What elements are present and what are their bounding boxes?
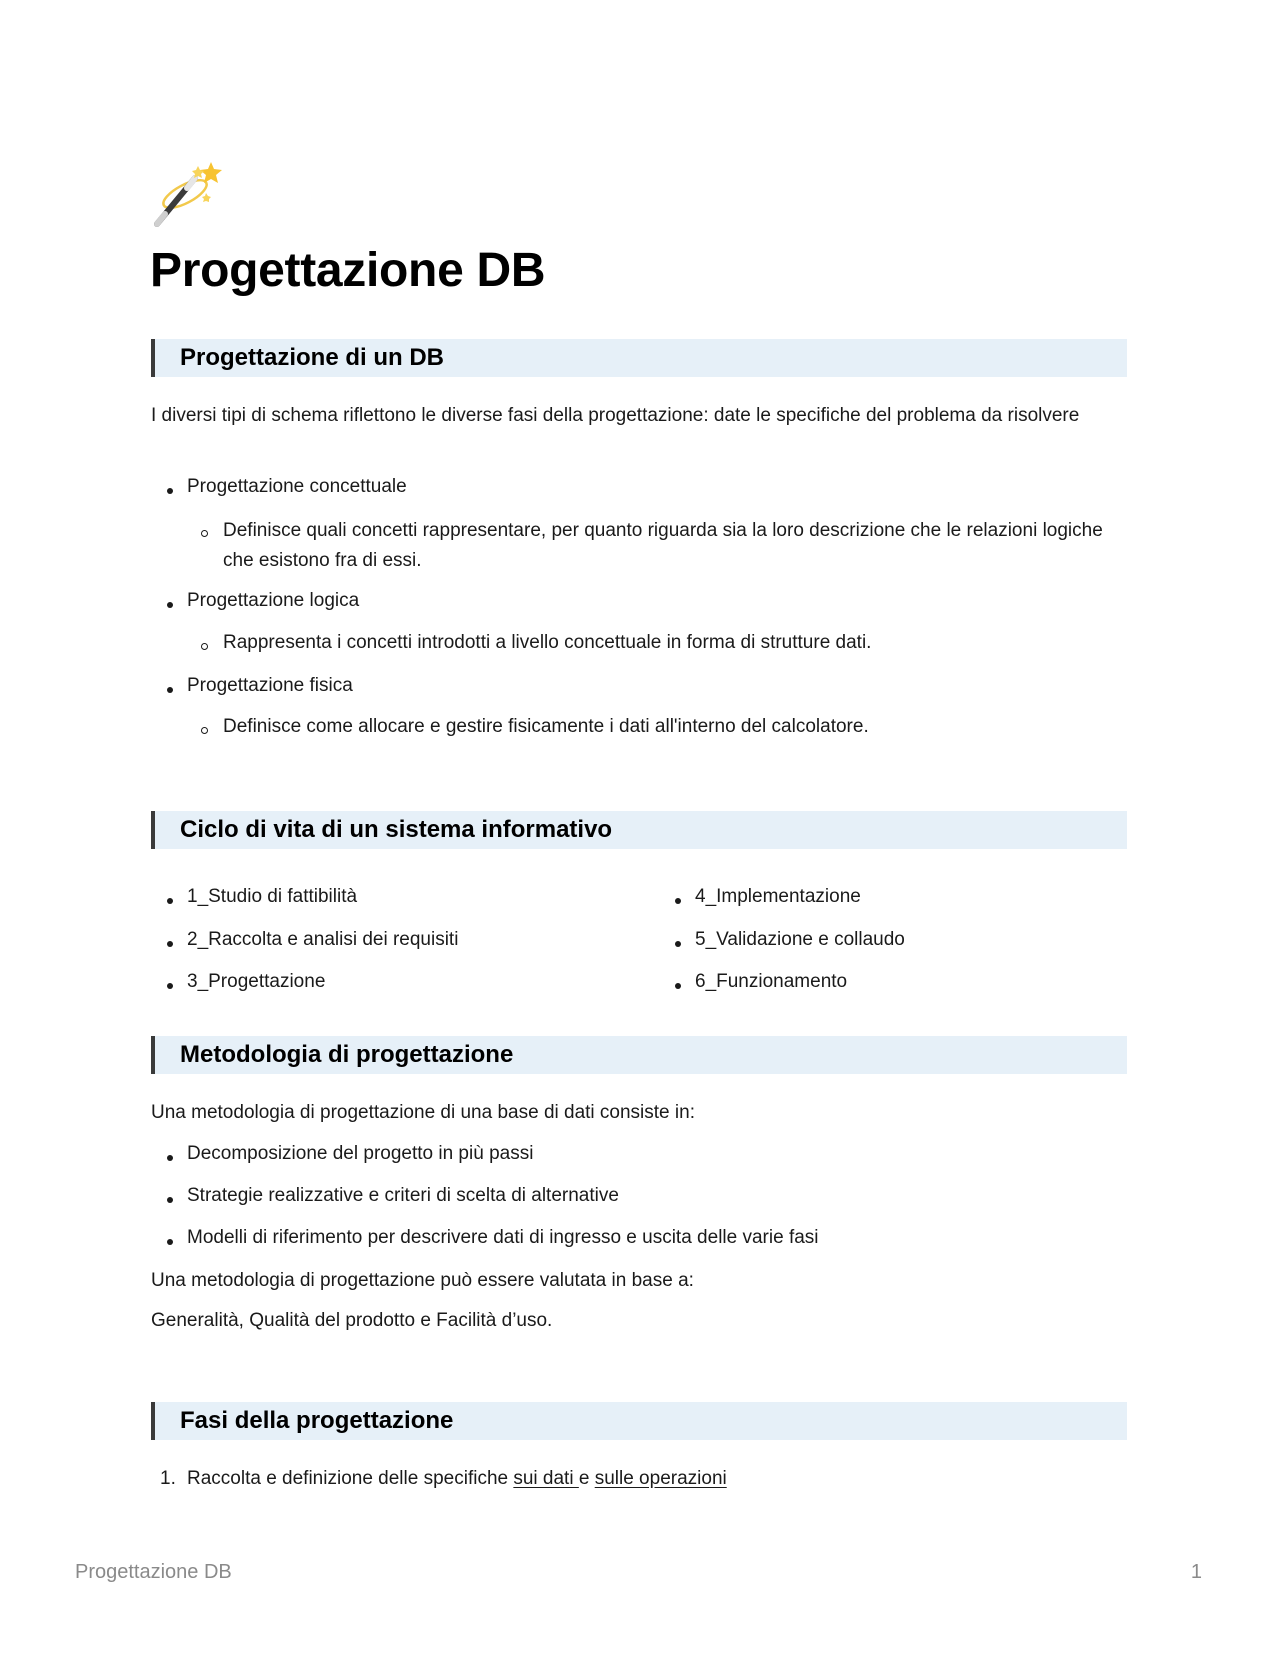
evaluation-criteria: Generalità, Qualità del prodotto e Facilità d’uso. xyxy=(151,1310,553,1331)
evaluation-intro: Una metodologia di progettazione può essere valutata in base a: xyxy=(151,1270,694,1291)
list-item: 1_Studio di fattibilità xyxy=(187,886,358,907)
bullet-dot xyxy=(167,1239,173,1245)
list-item: 5_Validazione e collaudo xyxy=(695,929,905,950)
bullet-dot xyxy=(167,488,173,494)
list-item: Decomposizione del progetto in più passi xyxy=(187,1143,534,1164)
bullet-ring xyxy=(201,643,208,650)
link-sui-dati[interactable]: sui dati xyxy=(513,1468,579,1489)
bullet-dot xyxy=(167,687,173,693)
list-item: Definisce come allocare e gestire fisicamente i dati all'interno del calcolatore. xyxy=(223,716,869,737)
bullet-dot xyxy=(167,1197,173,1203)
list-item: 4_Implementazione xyxy=(695,886,861,907)
section-heading-fasi: Fasi della progettazione xyxy=(151,1402,1127,1440)
bullet-dot xyxy=(167,983,173,989)
bullet-ring xyxy=(201,530,208,537)
list-number: 1. xyxy=(160,1468,176,1489)
bullet-dot xyxy=(167,602,173,608)
list-item: 2_Raccolta e analisi dei requisiti xyxy=(187,929,459,950)
list-item: Progettazione logica xyxy=(187,590,360,611)
bullet-dot xyxy=(675,898,681,904)
list-item: 3_Progettazione xyxy=(187,971,326,992)
step-text-connector: e xyxy=(578,1468,595,1489)
footer-title: Progettazione DB xyxy=(75,1561,232,1583)
list-item: Definisce quali concetti rappresentare, per quanto riguarda sia la loro descrizione che le relazioni logiche che esistono fra di essi. xyxy=(223,520,1103,571)
bullet-dot xyxy=(675,941,681,947)
list-item: Strategie realizzative e criteri di scelta di alternative xyxy=(187,1185,619,1206)
bullet-dot xyxy=(167,941,173,947)
section-heading-progettazione-db: Progettazione di un DB xyxy=(151,339,1127,377)
section-heading-ciclo-di-vita: Ciclo di vita di un sistema informativo xyxy=(151,811,1127,849)
list-item: Rappresenta i concetti introdotti a livello concettuale in forma di strutture dati. xyxy=(223,632,872,653)
bullet-dot xyxy=(167,898,173,904)
list-item: Progettazione concettuale xyxy=(187,476,407,497)
bullet-dot xyxy=(167,1155,173,1161)
link-sulle-operazioni[interactable]: sulle operazioni xyxy=(594,1468,727,1489)
step-text: Raccolta e definizione delle specifiche xyxy=(187,1468,514,1489)
section-heading-metodologia: Metodologia di progettazione xyxy=(151,1036,1127,1074)
numbered-list-item xyxy=(187,1464,1087,1494)
magic-wand-icon xyxy=(151,160,223,230)
list-item: Progettazione fisica xyxy=(187,675,353,696)
page-title: Progettazione DB xyxy=(150,244,546,297)
page-number: 1 xyxy=(1190,1561,1202,1583)
list-item: Modelli di riferimento per descrivere dati di ingresso e uscita delle varie fasi xyxy=(187,1227,819,1248)
list-item: 6_Funzionamento xyxy=(695,971,848,992)
section-intro: I diversi tipi di schema riflettono le diverse fasi della progettazione: date le specifiche del problema da risolvere xyxy=(151,405,1080,426)
bullet-dot xyxy=(675,983,681,989)
section-intro: Una metodologia di progettazione di una base di dati consiste in: xyxy=(151,1102,695,1123)
bullet-ring xyxy=(201,727,208,734)
